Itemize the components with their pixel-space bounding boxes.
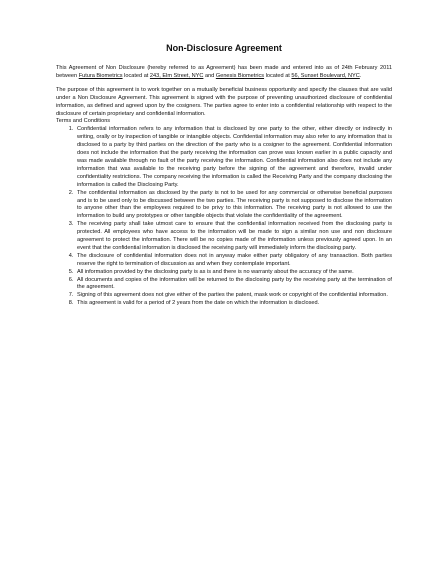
party1-address: 243, Elm Street, NYC	[149, 72, 204, 79]
intro-paragraph	[56, 65, 392, 81]
term-item: 8. This agreement is valid for a period of 2 years from the date on which the information is disclosed.	[75, 300, 392, 308]
party2-address: 56, Sunset Boulevard, NYC	[291, 72, 360, 79]
term-item: 3. The receiving party shall take utmost care to ensure that the confidential information received from the disclosing party is protected. All employees who have access to the information will be made to sign a similar non use and non disclosure agreement to protect the information. There will be no copies made of the information unless previously agreed upon. In an event that the confidential information is disclosed the receiving party will immediately inform the disclosing party.	[75, 221, 392, 253]
intro-text-2: located at	[122, 72, 150, 79]
term-item: 4. The disclosure of confidential information does not in anyway make either party obligatory of any transaction. Both parties reserve the right to termination of discussion as and when they contemplate important.	[75, 253, 392, 269]
term-item: 1. Confidential information refers to any information that is disclosed by one party to the other, either directly or indirectly in writing, orally or by inspection of tangible or intangible objects. Confidential information may also refer to any information that is disclosed to a party by third parties on the direction of the party who is a cosigner to the agreement. Confidential information does not include the information that the party receiving the information can prove was known earlier in a public capacity and was made available through no fault of the party receiving the information. Confidential information also does not include any information that was available to the receiving party before the signing of the agreement and therefore, invalid under confidentiality restrictions. The company receiving the information is called the Receiving Party and the company disclosing the information is called the Disclosing Party.	[75, 126, 392, 189]
intro-text-5: .	[359, 72, 362, 79]
term-item: 5. All information provided by the disclosing party is as is and there is no warranty about the accuracy of the same.	[75, 269, 392, 277]
intro-text-4: located at	[264, 72, 292, 79]
terms-heading: Terms and Conditions	[56, 118, 111, 125]
term-item: 7. Signing of this agreement does not give either of the parties the patent, mask work or copyright of the confidential information.	[75, 292, 392, 300]
intro-text-1: This Agreement of Non Disclosure (hereby referred to as Agreement) has been made and entered into as of 24th February 2011 between	[56, 65, 392, 79]
purpose-paragraph: The purpose of this agreement is to work together on a mutually beneficial business opportunity and specify the clauses that are valid under a Non Disclosure Agreement. This agreement is signed with the purpose of preventing unauthorized disclosure of confidential information, as defined and agreed upon by the cosigners. The parties agree to enter into a confidential relationship with respect to the disclosure of certain proprietary and confidential information.	[56, 86, 392, 117]
terms-list	[56, 126, 392, 308]
term-item: 2. The confidential information as disclosed by the party is not to be used for any commercial or otherwise beneficial purposes and is to be used only to be discussed between the two parties. The receiving party is not supposed to disclose the information to anyone other than the employees required to be privy to this information. The receiving party is not allowed to use the information to build any prototypes or other tangible objects that violate the confidentiality of the agreement.	[75, 190, 392, 222]
intro-text-3: and	[203, 72, 216, 79]
party1-name: Futura Biometrics	[78, 72, 123, 79]
party2-name: Genesis Biometrics	[215, 72, 265, 79]
term-item: 6. All documents and copies of the information will be returned to the disclosing party by the receiving party at the termination of the agreement.	[75, 277, 392, 293]
document-title: Non-Disclosure Agreement	[166, 43, 282, 53]
